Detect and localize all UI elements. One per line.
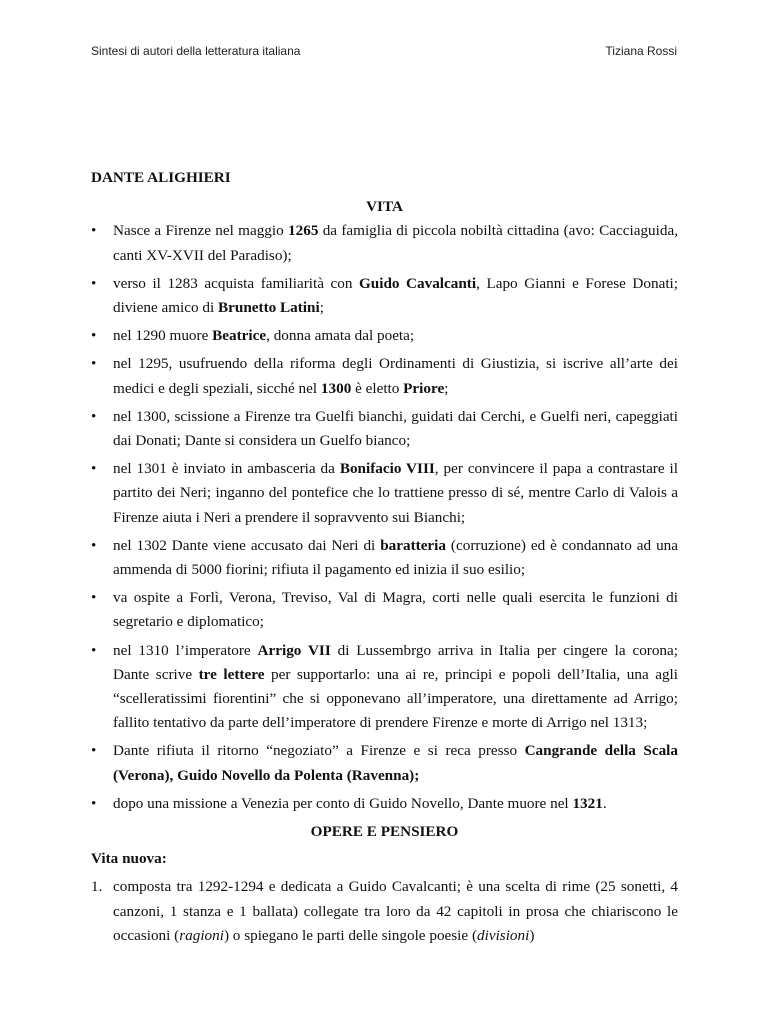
document-body	[91, 166, 678, 948]
list-item: • nel 1300, scissione a Firenze tra Guelfi bianchi, guidati dai Cerchi, e Guelfi neri, capeggiati dai Donati; Dante si considera un Guelfo bianco;	[91, 405, 678, 453]
list-item: • nel 1295, usufruendo della riforma degli Ordinamenti di Giustizia, si iscrive all’arte dei medici e degli speziali, sicché nel 1300 è eletto Priore;	[91, 352, 678, 400]
italic-text: ragioni	[179, 926, 224, 944]
bold-text: Bonifacio VIII	[339, 460, 435, 478]
vita-nuova-numbered-list	[91, 875, 678, 948]
bold-text: Priore	[403, 379, 445, 397]
list-item: • verso il 1283 acquista familiarità con Guido Cavalcanti, Lapo Gianni e Forese Donati; diviene amico di Brunetto Latini;	[91, 272, 678, 320]
bullet-icon: •	[91, 794, 97, 812]
bullet-icon: •	[91, 222, 97, 240]
bold-text: baratteria	[380, 536, 446, 554]
bold-text: Brunetto Latini	[218, 299, 320, 317]
bold-text: Arrigo VII	[257, 641, 331, 659]
bold-text: 1265	[288, 222, 319, 240]
bullet-icon: •	[91, 589, 97, 607]
list-item: 1. composta tra 1292-1294 e dedicata a Guido Cavalcanti; è una scelta di rime (25 sonetti, 4 canzoni, 1 stanza e 1 ballata) collegate tra loro da 42 capitoli in prosa che chiariscono le occasioni (ragioni) o spiegano le parti delle singole poesie (divisioni)	[91, 875, 678, 948]
bullet-icon: •	[91, 641, 97, 659]
list-item: • nel 1302 Dante viene accusato dai Neri di baratteria (corruzione) ed è condannato ad una ammenda di 5000 fiorini; rifiuta il pagamento ed inizia il suo esilio;	[91, 534, 678, 582]
list-item: • Nasce a Firenze nel maggio 1265 da famiglia di piccola nobiltà cittadina (avo: Cacciaguida, canti XV-XVII del Paradiso);	[91, 219, 678, 267]
list-item: • va ospite a Forlì, Verona, Treviso, Val di Magra, corti nelle quali esercita le funzioni di segretario e diplomatico;	[91, 586, 678, 634]
section-heading-vita: VITA	[366, 198, 403, 216]
list-item: • nel 1301 è inviato in ambasceria da Bonifacio VIII, per convincere il papa a contrastare il partito dei Neri; inganno del pontefice che lo trattiene presso di sé, mentre Carlo di Valois a Firenze aiuta i Neri a prendere il sopravvento sui Bianchi;	[91, 457, 678, 530]
bullet-icon: •	[91, 355, 97, 373]
bullet-icon: •	[91, 460, 97, 478]
list-item: • dopo una missione a Venezia per conto di Guido Novello, Dante muore nel 1321.	[91, 792, 678, 816]
bold-text: Guido Cavalcanti	[358, 274, 477, 292]
list-item: • nel 1290 muore Beatrice, donna amata dal poeta;	[91, 324, 678, 348]
vita-bullet-list	[91, 219, 678, 816]
list-number: 1.	[91, 878, 103, 896]
bullet-icon: •	[91, 742, 97, 760]
bullet-icon: •	[91, 274, 97, 292]
list-item: • nel 1310 l’imperatore Arrigo VII di Lussembrgo arriva in Italia per cingere la corona; Dante scrive tre lettere per supportarlo: una ai re, principi e popoli dell’Italia, una agli “scelleratissimi fiorentini” che si opponevano all’imperatore, una direttamente ad Arrigo; fallito tentativo da parte dell’imperatore di prendere Firenze e morte di Arrigo nel 1313;	[91, 639, 678, 736]
section-heading-opere: OPERE E PENSIERO	[310, 823, 459, 841]
list-item: • Dante rifiuta il ritorno “negoziato” a Firenze e si reca presso Cangrande della Scala (Verona), Guido Novello da Polenta (Ravenna);	[91, 739, 678, 787]
bold-text: tre lettere	[198, 665, 265, 683]
bold-text: 1321	[572, 794, 603, 812]
bullet-icon: •	[91, 407, 97, 425]
bold-text: Cangrande della Scala (Verona), Guido Novello da Polenta (Ravenna);	[113, 742, 678, 784]
bullet-icon: •	[91, 327, 97, 345]
header-left-title: Sintesi di autori della letteratura italiana	[91, 44, 301, 58]
subheading-vita-nuova: Vita nuova:	[91, 850, 167, 868]
italic-text: divisioni	[477, 926, 530, 944]
header-author: Tiziana Rossi	[605, 44, 677, 58]
page-title: DANTE ALIGHIERI	[91, 169, 231, 186]
bold-text: 1300	[320, 379, 352, 397]
bold-text: Beatrice	[212, 327, 267, 345]
bullet-icon: •	[91, 536, 97, 554]
